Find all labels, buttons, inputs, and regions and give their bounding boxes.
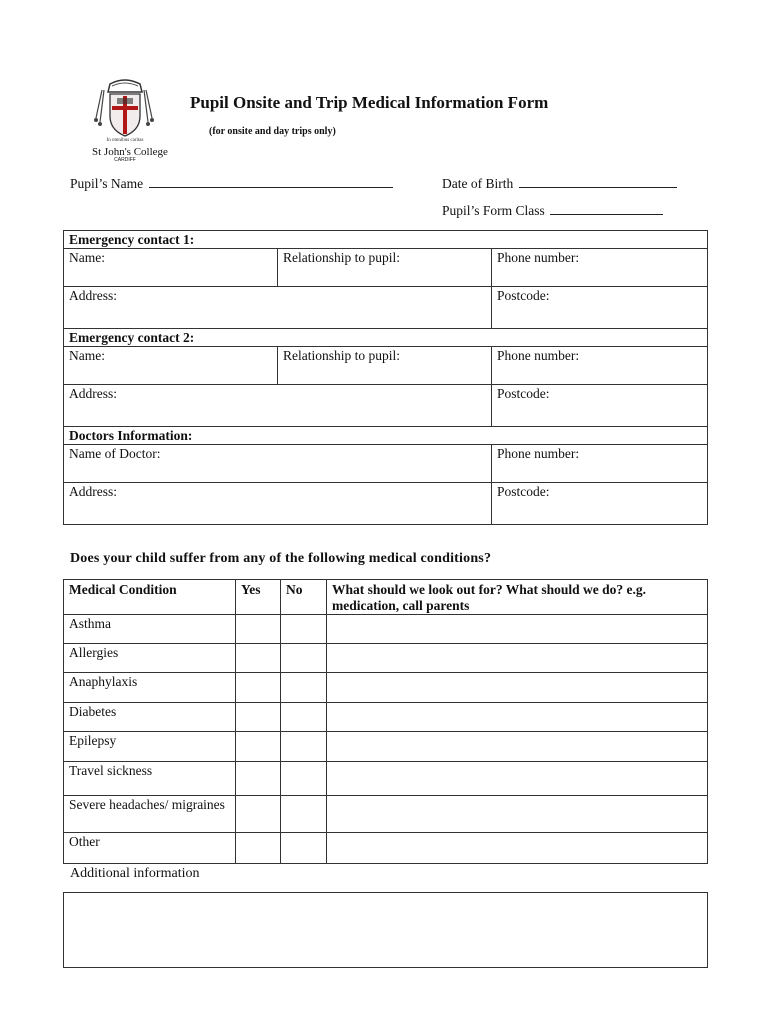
condition-name: Asthma [64, 615, 236, 644]
table-row [64, 673, 708, 703]
notes-cell[interactable] [327, 732, 708, 762]
doctor-postcode-label: Postcode: [497, 484, 550, 499]
ec1-name-cell[interactable] [64, 249, 278, 287]
pupil-name-field[interactable] [70, 176, 393, 192]
no-cell[interactable] [281, 615, 327, 644]
pupil-name-line[interactable] [149, 176, 393, 188]
no-cell[interactable] [281, 673, 327, 703]
college-crest-icon [90, 78, 180, 162]
notes-cell[interactable] [327, 644, 708, 673]
yes-cell[interactable] [236, 762, 281, 796]
no-cell[interactable] [281, 833, 327, 864]
yes-header: Yes [236, 580, 281, 615]
logo-motto: In omnibus caritas [106, 138, 144, 143]
table-row [64, 732, 708, 762]
yes-cell[interactable] [236, 732, 281, 762]
condition-name: Travel sickness [64, 762, 236, 796]
yes-cell[interactable] [236, 644, 281, 673]
table-row [64, 762, 708, 796]
ec2-name-label: Name: [69, 348, 105, 363]
doctor-name-cell[interactable] [64, 445, 492, 483]
no-cell[interactable] [281, 703, 327, 732]
table-row [64, 796, 708, 833]
notes-header: What should we look out for? What should we do? e.g. medication, call parents [327, 580, 708, 615]
contacts-table [63, 230, 708, 525]
doctor-name-label: Name of Doctor: [69, 446, 161, 461]
doctor-phone-label: Phone number: [497, 446, 580, 461]
ec2-address-cell[interactable] [64, 385, 492, 427]
logo-city: CARDIFF [114, 157, 136, 162]
dob-label: Date of Birth [442, 176, 514, 191]
condition-name: Other [64, 833, 236, 864]
form-title: Pupil Onsite and Trip Medical Information Form [190, 93, 549, 112]
no-cell[interactable] [281, 762, 327, 796]
ec2-phone-label: Phone number: [497, 348, 580, 363]
ec1-address-cell[interactable] [64, 287, 492, 329]
form-class-line[interactable] [550, 203, 663, 215]
ec2-relationship-label: Relationship to pupil: [283, 348, 400, 363]
no-header: No [281, 580, 327, 615]
medical-question: Does your child suffer from any of the following medical conditions? [70, 551, 492, 566]
condition-name: Diabetes [64, 703, 236, 732]
ec2-postcode-cell[interactable] [492, 385, 708, 427]
table-row [64, 833, 708, 864]
no-cell[interactable] [281, 644, 327, 673]
additional-info-box[interactable] [63, 892, 708, 968]
notes-cell[interactable] [327, 796, 708, 833]
doctor-heading: Doctors Information: [64, 427, 708, 445]
ec1-name-label: Name: [69, 250, 105, 265]
notes-cell[interactable] [327, 615, 708, 644]
notes-cell[interactable] [327, 673, 708, 703]
yes-cell[interactable] [236, 673, 281, 703]
ec2-name-cell[interactable] [64, 347, 278, 385]
form-class-field[interactable] [442, 203, 663, 219]
ec2-postcode-label: Postcode: [497, 386, 550, 401]
table-row [64, 615, 708, 644]
ec1-relationship-cell[interactable] [278, 249, 492, 287]
condition-name: Severe headaches/ migraines [64, 796, 236, 833]
condition-header: Medical Condition [64, 580, 236, 615]
ec2-address-label: Address: [69, 386, 117, 401]
ec2-phone-cell[interactable] [492, 347, 708, 385]
ec1-address-label: Address: [69, 288, 117, 303]
condition-name: Anaphylaxis [64, 673, 236, 703]
no-cell[interactable] [281, 732, 327, 762]
yes-cell[interactable] [236, 703, 281, 732]
emergency-contact-1-heading: Emergency contact 1: [64, 231, 708, 249]
yes-cell[interactable] [236, 615, 281, 644]
yes-cell[interactable] [236, 833, 281, 864]
ec1-postcode-label: Postcode: [497, 288, 550, 303]
notes-cell[interactable] [327, 703, 708, 732]
yes-cell[interactable] [236, 796, 281, 833]
form-subtitle: (for onsite and day trips only) [209, 126, 336, 137]
condition-name: Allergies [64, 644, 236, 673]
pupil-name-label: Pupil’s Name [70, 176, 144, 191]
form-class-label: Pupil’s Form Class [442, 203, 545, 218]
ec1-relationship-label: Relationship to pupil: [283, 250, 400, 265]
no-cell[interactable] [281, 796, 327, 833]
emergency-contact-2-heading: Emergency contact 2: [64, 329, 708, 347]
dob-field[interactable] [442, 176, 677, 192]
college-logo [90, 78, 180, 162]
table-row [64, 703, 708, 732]
doctor-address-label: Address: [69, 484, 117, 499]
medical-conditions-table [63, 579, 708, 864]
ec1-phone-label: Phone number: [497, 250, 580, 265]
notes-cell[interactable] [327, 833, 708, 864]
doctor-phone-cell[interactable] [492, 445, 708, 483]
ec2-relationship-cell[interactable] [278, 347, 492, 385]
dob-line[interactable] [519, 176, 677, 188]
table-row [64, 644, 708, 673]
ec1-phone-cell[interactable] [492, 249, 708, 287]
notes-cell[interactable] [327, 762, 708, 796]
condition-name: Epilepsy [64, 732, 236, 762]
logo-name: St John's College [92, 146, 168, 158]
ec1-postcode-cell[interactable] [492, 287, 708, 329]
doctor-postcode-cell[interactable] [492, 483, 708, 525]
doctor-address-cell[interactable] [64, 483, 492, 525]
additional-info-label: Additional information [70, 866, 200, 881]
